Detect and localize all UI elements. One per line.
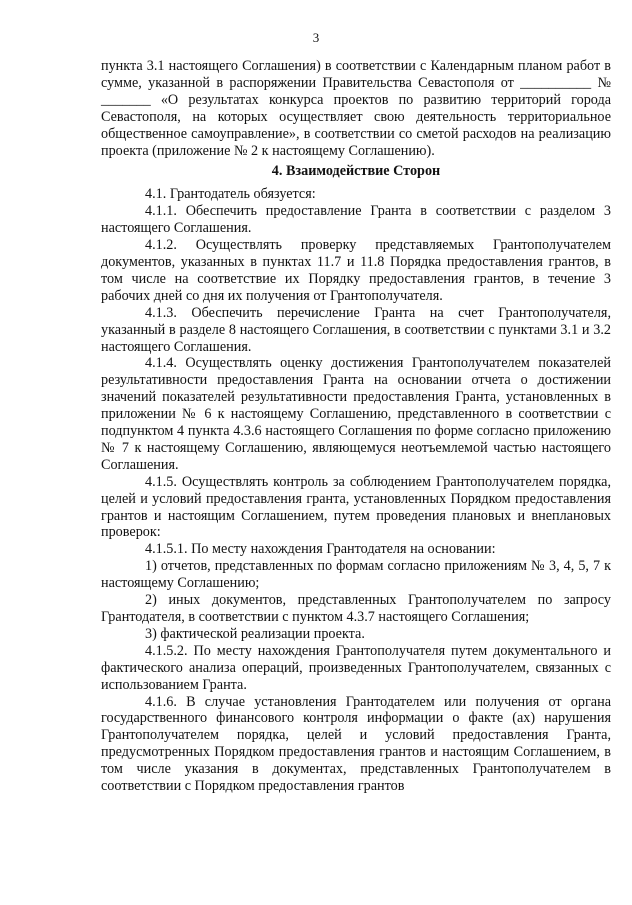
list-item-2: 2) иных документов, представленных Грантополучателем по запросу Грантодателя, в соответствии с пунктом 4.3.7 настоящего Соглашения; xyxy=(101,592,611,625)
paragraph-4-1-4: 4.1.4. Осуществлять оценку достижения Грантополучателем показателей результативности предоставления Гранта на основании отчета о достижении значений показателей результативности предоставления Гранта, установленных в приложении № 6 к настоящему Соглашению, представленного в соответствии с подпунктом 4 пункта 4.3.6 настоящего Соглашения по форме согласно приложению № 7 к настоящему Соглашению, являющемуся неотъемлемой частью настоящего Соглашения. xyxy=(101,355,611,473)
paragraph-4-1-5-1: 4.1.5.1. По месту нахождения Грантодателя на основании: xyxy=(145,541,496,558)
paragraph-4-1-5-2: 4.1.5.2. По месту нахождения Грантополучателя путем документального и фактического анализа операций, произведенных Грантополучателем, связанных с использованием Гранта. xyxy=(101,642,611,693)
document-body xyxy=(101,58,611,795)
paragraph-continuation: пункта 3.1 настоящего Соглашения) в соответствии с Календарным планом работ в сумме, указанной в распоряжении Правительства Севастополя от __________ № _______ «О результатах конкурса проектов по развитию территорий города Севастополя, на которых осуществляет свою деятельность территориальное общественное самоуправление», в соответствии со сметой расходов на реализацию проекта (приложение № 2 к настоящему Соглашению). xyxy=(101,58,611,159)
section-heading: 4. Взаимодействие Сторон xyxy=(271,163,441,180)
paragraph-4-1-5: 4.1.5. Осуществлять контроль за соблюдением Грантополучателем порядка, целей и условий предоставления гранта, установленных Порядком предоставления грантов и настоящим Соглашением, путем проведения плановых и внеплановых проверок: xyxy=(101,473,611,541)
paragraph-4-1: 4.1. Грантодатель обязуется: xyxy=(145,186,316,203)
paragraph-4-1-1: 4.1.1. Обеспечить предоставление Гранта в соответствии с разделом 3 настоящего Соглашения. xyxy=(101,203,611,237)
list-item-3: 3) фактической реализации проекта. xyxy=(145,625,365,642)
paragraph-4-1-2: 4.1.2. Осуществлять проверку представляемых Грантополучателем документов, указанных в пунктах 11.7 и 11.8 Порядка предоставления грантов, в том числе на соответствие их Порядку предоставления грантов, в течение 3 рабочих дней со дня их получения от Грантополучателя. xyxy=(101,237,611,304)
paragraph-4-1-6: 4.1.6. В случае установления Грантодателем или получения от органа государственного финансового контроля информации о факте (ах) нарушения Грантополучателем порядка, целей и условий предоставления Гранта, предусмотренных Порядком предоставления грантов и настоящим Соглашением, в том числе указания в документах, представленных Грантополучателем в соответствии с Порядком предоставления грантов xyxy=(101,693,611,795)
list-item-1: 1) отчетов, представленных по формам согласно приложениям № 3, 4, 5, 7 к настоящему Соглашению; xyxy=(101,558,611,592)
paragraph-4-1-3: 4.1.3. Обеспечить перечисление Гранта на счет Грантополучателя, указанный в разделе 8 настоящего Соглашения, в соответствии с пунктами 3.1 и 3.2 настоящего Соглашения. xyxy=(101,304,611,355)
page-number: 3 xyxy=(312,30,320,45)
